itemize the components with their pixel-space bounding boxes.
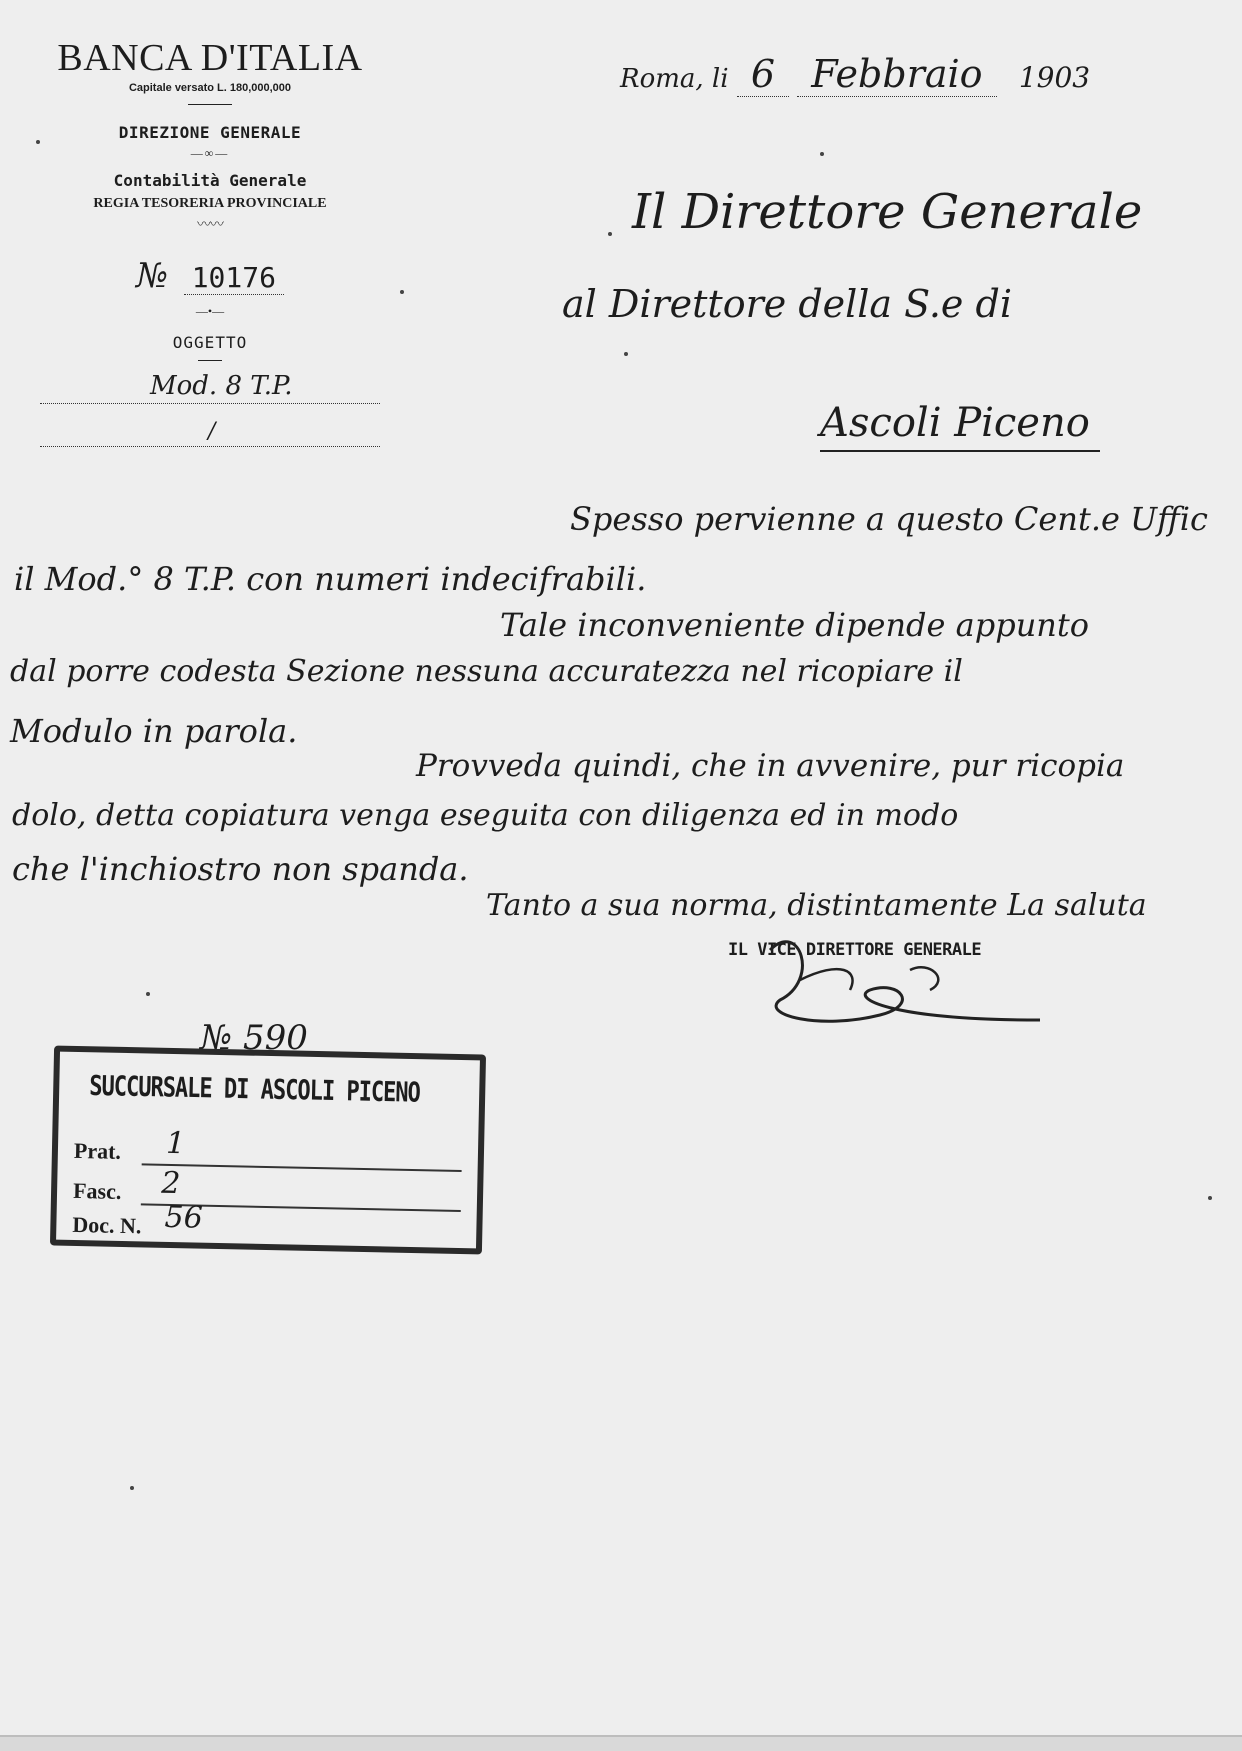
department-name: DIREZIONE GENERALE [118, 123, 302, 142]
addressee-line: al Direttore della S.e di [562, 282, 1012, 326]
body-line: dal porre codesta Sezione nessuna accuratezza nel ricopiare il [10, 654, 963, 689]
body-line: Tale inconveniente dipende appunto [500, 606, 1090, 644]
speckle [400, 290, 404, 294]
subject-line-2 [40, 408, 380, 447]
bank-name: BANCA D'ITALIA [57, 37, 363, 79]
speckle [146, 992, 150, 996]
speckle [624, 352, 628, 356]
stamp-title: SUCCURSALE DI ASCOLI PICENO [88, 1071, 421, 1110]
receipt-stamp [50, 1045, 486, 1254]
speckle [820, 152, 824, 156]
subject-line [40, 365, 380, 404]
office-name: REGIA TESORERIA PROVINCIALE [93, 196, 327, 211]
body-line: Spesso pervienne a questo Cent.e Uffic [570, 500, 1208, 538]
tick-mark: / [208, 419, 216, 444]
divider [198, 360, 222, 361]
stamp-label-doc: Doc. N. [72, 1211, 142, 1239]
signature-label: IL VICE DIRETTORE GENERALE [728, 940, 982, 960]
subject-label: OGGETTO [172, 333, 248, 352]
date-year: 1903 [1018, 61, 1091, 94]
letterhead [40, 30, 380, 447]
body-line: Tanto a sua norma, distintamente La saluta [486, 888, 1147, 923]
protocol-row [40, 256, 380, 296]
signature-scrawl [760, 920, 1060, 1040]
speckle [130, 1486, 134, 1490]
division-name: Contabilità Generale [113, 171, 307, 190]
date-place: Roma, li [620, 64, 729, 94]
body-line: Provveda quindi, che in avvenire, pur ricopia [416, 748, 1125, 784]
body-line: Modulo in parola. [10, 712, 298, 750]
body-line: il Mod.° 8 T.P. con numeri indecifrabili. [14, 560, 647, 598]
dateline [620, 52, 1140, 96]
addressee-city: Ascoli Piceno [820, 400, 1090, 446]
stamp-line [142, 1163, 462, 1172]
stamp-label-prat: Prat. [73, 1137, 122, 1164]
stamp-value-fasc: 2 [160, 1165, 181, 1202]
stamp-value-prat: 1 [165, 1125, 186, 1162]
protocol-number: 10176 [184, 261, 284, 295]
registry-number: № 590 [200, 1018, 308, 1058]
body-line: che l'inchiostro non spanda. [12, 850, 469, 888]
speckle [608, 232, 612, 236]
arrow-divider: —•— [195, 304, 225, 318]
stamp-label-fasc: Fasc. [72, 1177, 122, 1204]
sender-title: Il Direttore Generale [632, 184, 1143, 240]
date-month: Febbraio [797, 52, 996, 97]
wave-divider: 〰〰 [197, 218, 223, 233]
stamp-value-doc: 56 [164, 1199, 204, 1236]
speckle [1208, 1196, 1212, 1200]
subject-value: Mod. 8 T.P. [150, 371, 293, 401]
divider [188, 104, 232, 105]
body-line: dolo, detta copiatura venga eseguita con diligenza ed in modo [12, 798, 959, 833]
date-day: 6 [737, 52, 789, 97]
city-underline [820, 450, 1100, 452]
protocol-symbol: № [136, 256, 169, 296]
ornament-divider: —∞— [190, 146, 230, 160]
capital-line: Capitale versato L. 180,000,000 [128, 82, 292, 94]
